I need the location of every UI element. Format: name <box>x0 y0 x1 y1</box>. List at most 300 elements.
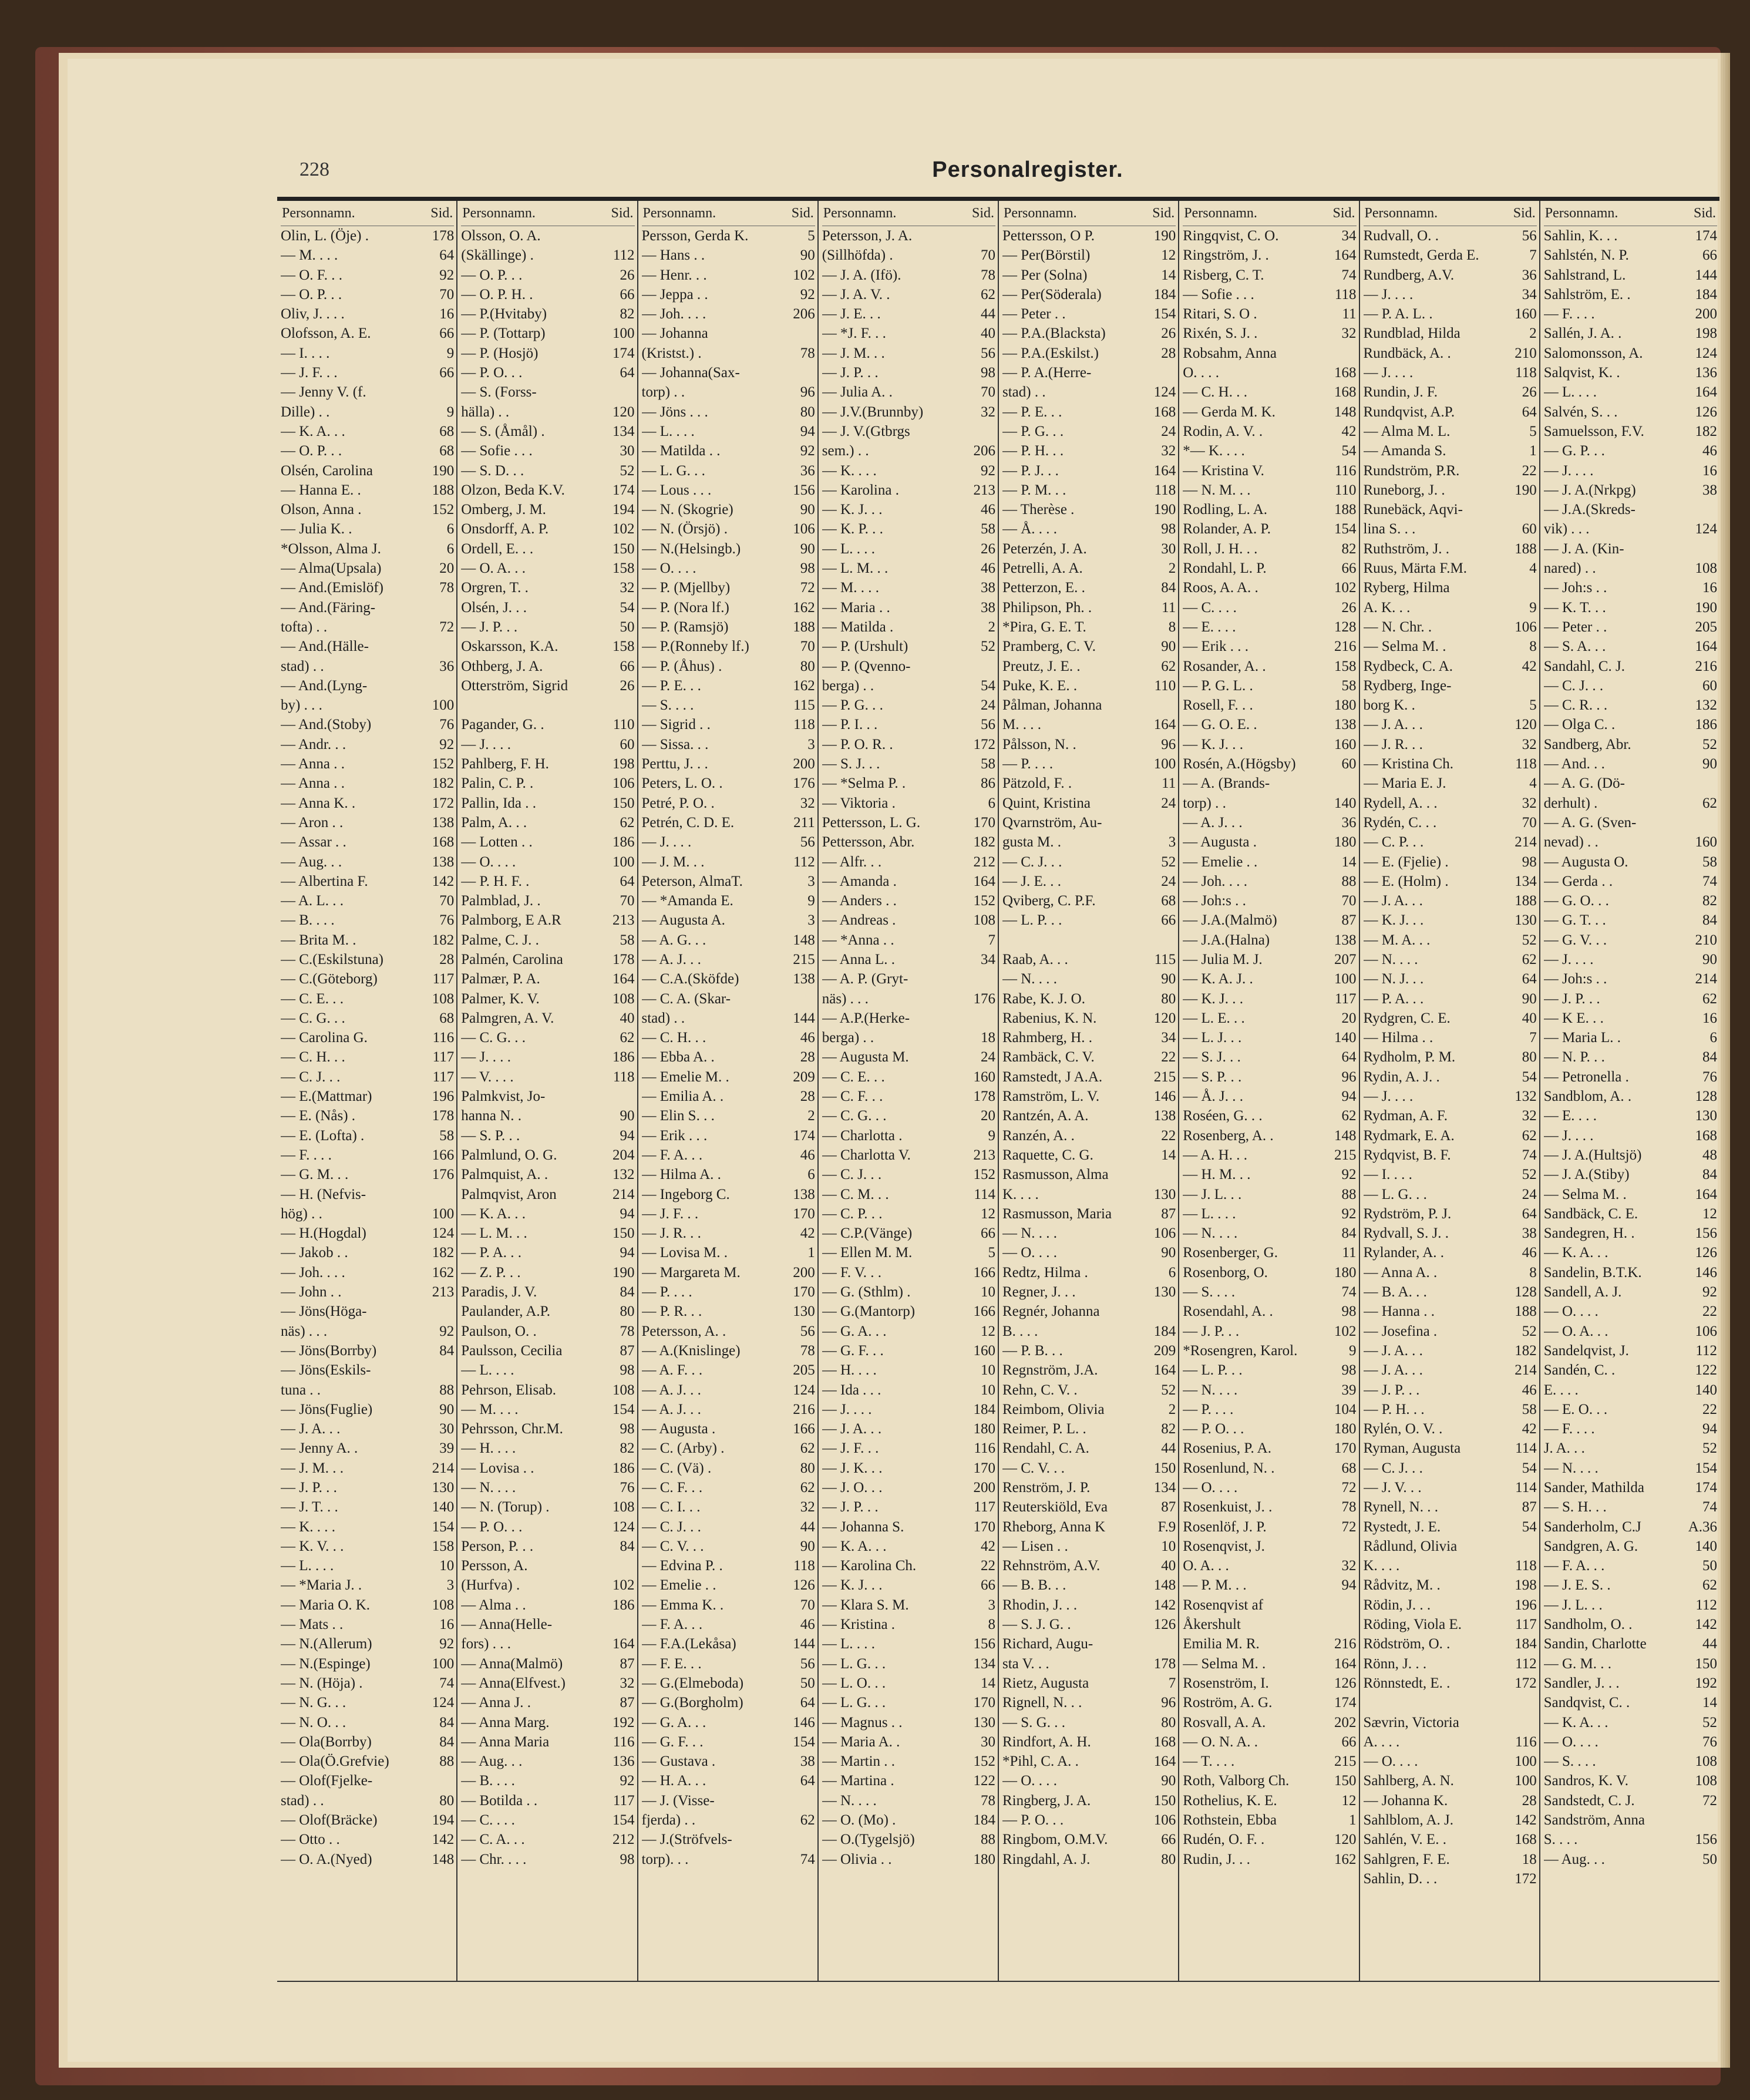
entry-name: — Emilia A. . <box>641 1088 724 1105</box>
entry-page: 74 <box>439 1675 455 1691</box>
entry-page: 164 <box>1695 1186 1717 1202</box>
entry-page: 87 <box>1161 1205 1176 1222</box>
entry-page: 36 <box>439 658 455 674</box>
register-entry <box>642 1654 815 1674</box>
entry-page: 26 <box>1341 599 1357 616</box>
register-entry <box>822 324 995 343</box>
entry-name: Peterzén, J. A. <box>1002 540 1087 557</box>
register-entry <box>461 1615 634 1634</box>
entry-page: 190 <box>1153 502 1176 518</box>
entry-name: — Anna . . <box>281 775 345 792</box>
entry-name: Othberg, J. A. <box>461 658 543 674</box>
register-entry <box>281 891 454 910</box>
entry-name: — S. J. . . <box>1183 1049 1241 1066</box>
register-entry <box>1183 872 1356 891</box>
entry-page: 72 <box>439 619 455 635</box>
entry-name: O. . . . <box>1183 365 1220 381</box>
register-entry <box>461 1047 634 1067</box>
entry-page: 64 <box>1522 404 1537 420</box>
register-entry <box>461 1263 634 1282</box>
register-entry <box>1183 1067 1356 1087</box>
register-entry <box>1183 1830 1356 1849</box>
register-entry <box>281 500 454 519</box>
register-entry <box>461 1282 634 1302</box>
entry-name: — And.(Emislöf) <box>281 580 383 596</box>
register-entry <box>281 1028 454 1047</box>
register-entry <box>1544 794 1717 813</box>
entry-name: torp) . . <box>641 384 685 401</box>
entry-name: Paulander, A.P. <box>461 1303 551 1320</box>
entry-page: 84 <box>1702 912 1717 929</box>
entry-name: Rudvall, O. . <box>1363 228 1439 244</box>
entry-page: 98 <box>981 365 995 381</box>
register-column <box>1539 201 1719 1981</box>
entry-page: 7 <box>1529 1030 1537 1046</box>
entry-name: Otterström, Sigrid <box>461 677 568 694</box>
entry-page: 30 <box>981 1733 995 1750</box>
entry-page: 212 <box>612 1832 635 1848</box>
column-header-name: Personnamn. <box>1364 206 1438 221</box>
entry-name: — G.(Mantorp) <box>822 1303 916 1320</box>
entry-page: 7 <box>1168 1675 1176 1691</box>
register-entry <box>822 519 995 539</box>
register-entry <box>1183 402 1356 422</box>
entry-page: 178 <box>612 951 635 967</box>
register-entry <box>461 1850 634 1869</box>
entry-page: 214 <box>612 1186 635 1202</box>
entry-page: 2 <box>1168 1401 1176 1417</box>
entry-page: 6 <box>807 1167 815 1183</box>
entry-page: 26 <box>620 267 635 283</box>
entry-name: — J. P. . . <box>822 365 879 381</box>
register-entry <box>1544 852 1717 872</box>
entry-name: — P. M. . . <box>1183 1577 1247 1594</box>
entry-name: Pramberg, C. V. <box>1002 639 1096 655</box>
entry-page: 9 <box>446 345 455 361</box>
register-entry <box>1183 832 1356 852</box>
register-entry <box>822 402 995 422</box>
register-entry <box>642 1478 815 1497</box>
register-entry <box>1183 1009 1356 1028</box>
entry-page: 118 <box>793 717 815 733</box>
register-entry <box>822 1575 995 1595</box>
entry-name: — L. . . . <box>641 423 695 439</box>
register-entry <box>1364 402 1537 422</box>
entry-name: Rosenborg, O. <box>1183 1264 1268 1281</box>
register-entry <box>461 1674 634 1693</box>
register-entry <box>642 1165 815 1184</box>
entry-name: — M. A. . . <box>1363 932 1431 948</box>
entry-page: 78 <box>1341 1499 1357 1516</box>
register-entry <box>822 637 995 656</box>
entry-page: 94 <box>1341 1577 1357 1594</box>
entry-page: 78 <box>981 267 995 283</box>
entry-name: — Magnus . . <box>822 1714 903 1731</box>
entry-page: 160 <box>973 1342 995 1359</box>
entry-name: — Emelie . . <box>1183 854 1258 870</box>
entry-name: Orgren, T. . <box>461 580 529 596</box>
entry-list <box>1544 226 1717 1869</box>
register-entry <box>1002 1047 1176 1067</box>
register-entry <box>281 539 454 559</box>
entry-page: 100 <box>432 1655 455 1672</box>
entry-name: torp). . . <box>641 1851 689 1867</box>
register-entry <box>1183 657 1356 676</box>
entry-page: 87 <box>620 1342 635 1359</box>
entry-name: — Martin . . <box>822 1753 896 1770</box>
entry-page: 82 <box>620 1440 635 1457</box>
register-table <box>277 200 1719 1982</box>
column-header <box>1544 201 1717 226</box>
entry-page: 84 <box>1702 1049 1717 1066</box>
entry-name: — J. . . . <box>822 1401 872 1417</box>
register-entry <box>822 813 995 832</box>
entry-page: 62 <box>620 814 635 831</box>
register-entry <box>1002 285 1176 304</box>
entry-page: 117 <box>432 971 455 987</box>
entry-page: 9 <box>988 1127 995 1144</box>
entry-page: 28 <box>439 951 455 967</box>
entry-page: 5 <box>1529 423 1537 439</box>
entry-page: 42 <box>981 1538 995 1554</box>
entry-page: 10 <box>981 1382 995 1398</box>
register-entry <box>822 1791 995 1810</box>
register-entry <box>822 910 995 930</box>
entry-page: 108 <box>1695 1773 1717 1789</box>
entry-page: 76 <box>439 912 455 929</box>
register-entry <box>642 304 815 324</box>
register-entry <box>1183 1400 1356 1419</box>
register-entry <box>1183 598 1356 617</box>
register-entry <box>281 422 454 441</box>
entry-name: — Margareta M. <box>641 1264 741 1281</box>
register-entry <box>1544 1047 1717 1067</box>
entry-name: Reimbom, Olivia <box>1002 1401 1105 1417</box>
entry-page: 158 <box>612 560 635 577</box>
register-entry <box>1364 715 1537 734</box>
entry-name: Åkershult <box>1183 1617 1241 1633</box>
entry-name: — P.(Hvitaby) <box>461 306 547 322</box>
entry-name: — Emelie M. . <box>641 1069 729 1085</box>
entry-page: 62 <box>800 1440 815 1457</box>
entry-page: 8 <box>988 1617 995 1633</box>
entry-name: Rydvall, S. J. . <box>1363 1225 1449 1242</box>
register-entry <box>281 1713 454 1732</box>
entry-name: Rundin, J. F. <box>1363 384 1438 401</box>
entry-page: 64 <box>800 1695 815 1711</box>
entry-name: — K. A. J. . <box>1183 971 1253 987</box>
register-entry <box>642 735 815 754</box>
register-entry <box>1002 832 1176 852</box>
entry-page: 34 <box>981 951 995 967</box>
entry-name: Sallén, J. A. . <box>1543 325 1622 342</box>
entry-name: — P. A. . . <box>1363 990 1424 1007</box>
entry-name: — N. . . . <box>461 1480 516 1496</box>
entry-page: 216 <box>1334 1636 1357 1652</box>
entry-name: nared) . . <box>1543 560 1596 577</box>
entry-name: *Rosengren, Karol. <box>1183 1342 1298 1359</box>
entry-name: Rylander, A. . <box>1363 1245 1445 1261</box>
entry-name: Sahlin, D. . . <box>1363 1870 1438 1887</box>
entry-page: 66 <box>981 1577 995 1594</box>
entry-page: 98 <box>800 560 815 577</box>
entry-page: 130 <box>1153 1284 1176 1301</box>
column-header <box>1002 201 1176 226</box>
entry-page: 32 <box>1161 443 1176 459</box>
entry-name: Sahlstén, N. P. <box>1543 247 1629 264</box>
entry-page: 62 <box>1522 1127 1537 1144</box>
register-entry <box>1002 578 1176 597</box>
entry-name: — O. P. . . <box>281 286 342 303</box>
entry-page: 24 <box>1161 873 1176 889</box>
entry-name: — N. G. . . <box>281 1695 346 1711</box>
entry-page: 104 <box>1334 1401 1357 1417</box>
entry-name: — S. . . . <box>1543 1753 1596 1770</box>
entry-name: — Otto . . <box>281 1832 340 1848</box>
entry-page: 36 <box>1341 814 1357 831</box>
entry-page: 62 <box>1161 658 1176 674</box>
register-entry <box>461 1537 634 1556</box>
entry-page: 152 <box>432 756 455 772</box>
entry-name: — P. . . . <box>1002 756 1054 772</box>
entry-name: Sahlén, V. E. . <box>1363 1832 1446 1848</box>
entry-name: Regnström, J.A. <box>1002 1362 1098 1379</box>
register-entry <box>1364 422 1537 441</box>
register-entry <box>1183 481 1356 500</box>
register-entry <box>281 1243 454 1262</box>
register-entry <box>642 481 815 500</box>
entry-name: — S. J. G. . <box>1002 1617 1071 1633</box>
register-entry <box>642 1439 815 1458</box>
entry-name: — *Amanda E. <box>641 893 733 909</box>
entry-page: 190 <box>1515 482 1537 498</box>
register-entry <box>461 500 634 519</box>
entry-page: 30 <box>1161 540 1176 557</box>
register-entry <box>461 1165 634 1184</box>
register-entry <box>461 324 634 343</box>
register-entry <box>822 1732 995 1752</box>
entry-name: torp) . . <box>1183 795 1226 811</box>
entry-name: Rindfort, A. H. <box>1002 1733 1091 1750</box>
entry-name: lina S. . . <box>1363 521 1416 537</box>
entry-name: — A. L. . . <box>281 893 344 909</box>
entry-name: — Augusta M. <box>822 1049 909 1066</box>
entry-name: — K. A. . . <box>1543 1245 1608 1261</box>
entry-name: Salvén, S. . . <box>1543 404 1618 420</box>
entry-name: Pettersson, L. G. <box>822 814 921 831</box>
entry-name: — Augusta . <box>641 1421 716 1437</box>
entry-page: 96 <box>1341 1069 1357 1085</box>
register-entry <box>822 1302 995 1321</box>
entry-page: 214 <box>432 1460 455 1476</box>
entry-name: — S. G. . . <box>1002 1714 1065 1731</box>
register-entry <box>822 1810 995 1830</box>
entry-name: — P. G. L. . <box>1183 677 1253 694</box>
entry-name: — E. O. . . <box>1543 1401 1608 1417</box>
entry-name: — N.(Helsingb.) <box>641 540 741 557</box>
entry-page: 94 <box>620 1127 635 1144</box>
register-entry <box>461 1439 634 1458</box>
entry-name: Petersson, J. A. <box>822 228 913 244</box>
entry-name: Roström, A. G. <box>1183 1695 1273 1711</box>
entry-name: Pallin, Ida . . <box>461 795 537 811</box>
register-entry <box>822 1126 995 1145</box>
entry-name: — K. A. . . <box>1543 1714 1608 1731</box>
entry-name: — C. A. (Skar- <box>641 990 731 1007</box>
entry-page: 118 <box>612 1069 635 1085</box>
register-entry <box>461 266 634 285</box>
register-entry <box>1183 363 1356 382</box>
entry-name: — Elin S. . . <box>641 1108 715 1124</box>
register-entry <box>822 1087 995 1106</box>
register-entry <box>461 1556 634 1575</box>
entry-page: 90 <box>1161 971 1176 987</box>
entry-name: — G. A. . . <box>641 1714 706 1731</box>
register-entry <box>642 598 815 617</box>
entry-page: 106 <box>1695 1323 1717 1339</box>
entry-page: 54 <box>1341 443 1357 459</box>
entry-page: 11 <box>1342 306 1357 322</box>
register-entry <box>1183 1185 1356 1204</box>
register-entry <box>1002 1263 1176 1282</box>
entry-page: 56 <box>800 1655 815 1672</box>
entry-page: 58 <box>981 521 995 537</box>
register-entry <box>281 1165 454 1184</box>
register-entry <box>1183 695 1356 715</box>
entry-page: 172 <box>432 795 455 811</box>
register-entry <box>642 1713 815 1732</box>
entry-name: — L. . . . <box>822 1636 876 1652</box>
entry-page: 87 <box>620 1655 635 1672</box>
entry-name: — A.(Knislinge) <box>641 1342 741 1359</box>
entry-name: — C.P.(Vänge) <box>822 1225 913 1242</box>
entry-page: 166 <box>793 1421 815 1437</box>
register-entry <box>642 1537 815 1556</box>
register-entry <box>1183 813 1356 832</box>
register-entry <box>822 1850 995 1869</box>
entry-name: — Anna(Elfvest.) <box>461 1675 566 1691</box>
register-entry <box>1002 657 1176 676</box>
entry-name: — C. J. . . <box>1002 854 1062 870</box>
entry-page: 92 <box>981 462 995 479</box>
entry-page: 26 <box>981 540 995 557</box>
register-entry <box>642 559 815 578</box>
register-entry <box>281 1595 454 1615</box>
register-entry <box>1544 1556 1717 1575</box>
register-entry <box>281 1791 454 1810</box>
register-entry <box>1002 950 1176 969</box>
register-entry <box>1544 891 1717 910</box>
entry-name: — N. (Skogrie) <box>641 502 733 518</box>
entry-page: 209 <box>793 1069 815 1085</box>
register-entry <box>642 832 815 852</box>
register-entry <box>1364 1400 1537 1419</box>
entry-name: — L. E. . . <box>1183 1010 1245 1026</box>
register-entry <box>642 1615 815 1634</box>
entry-name: B. . . . <box>1002 1323 1038 1339</box>
register-entry <box>461 852 634 872</box>
entry-name: Petrén, C. D. E. <box>641 814 735 831</box>
entry-page: 206 <box>973 443 995 459</box>
entry-name: — G. V. . . <box>1543 932 1607 948</box>
entry-name: — S. . . . <box>641 697 694 714</box>
entry-page: 92 <box>439 267 455 283</box>
entry-name: — O. P. . . <box>281 443 342 459</box>
entry-page: 162 <box>1334 1851 1357 1867</box>
entry-page: 124 <box>612 1518 635 1535</box>
register-entry <box>642 1850 815 1869</box>
entry-name: — C. G. . . <box>281 1010 345 1026</box>
entry-page: 164 <box>612 971 635 987</box>
entry-page: 106 <box>1153 1225 1176 1242</box>
entry-page: 194 <box>612 502 635 518</box>
entry-name: A. K. . . <box>1363 599 1411 616</box>
entry-page: 184 <box>973 1812 995 1829</box>
register-entry <box>1183 1478 1356 1497</box>
entry-page: 40 <box>981 325 995 342</box>
entry-page: A.36 <box>1688 1518 1717 1535</box>
register-entry <box>1364 1595 1537 1615</box>
register-entry <box>281 1830 454 1849</box>
register-entry <box>1002 441 1176 461</box>
register-entry <box>281 363 454 382</box>
entry-name: — *J. F. . . <box>822 325 886 342</box>
entry-page: 92 <box>439 1636 455 1652</box>
register-entry <box>1002 1322 1176 1341</box>
entry-page: 64 <box>620 873 635 889</box>
entry-page: 82 <box>1161 1421 1176 1437</box>
entry-page: 132 <box>612 1167 635 1183</box>
entry-name: Persson, A. <box>461 1558 528 1574</box>
register-entry <box>642 1634 815 1654</box>
register-entry <box>822 989 995 1009</box>
entry-page: 32 <box>620 1675 635 1691</box>
entry-name: — C. (Arby) . <box>641 1440 725 1457</box>
entry-page: 32 <box>1522 795 1537 811</box>
entry-name: — N. . . . <box>1363 951 1418 967</box>
entry-page: 28 <box>800 1088 815 1105</box>
entry-page: 26 <box>1522 384 1537 401</box>
register-entry <box>461 1028 634 1047</box>
entry-name: Petterzon, E. . <box>1002 580 1085 596</box>
register-entry <box>642 1830 815 1849</box>
entry-name: (Hurfva) . <box>461 1577 520 1594</box>
entry-name: tuna . . <box>281 1382 321 1398</box>
entry-name: — N. (Höja) . <box>281 1675 363 1691</box>
register-entry <box>1002 1360 1176 1380</box>
entry-name: — Brita M. . <box>281 932 356 948</box>
entry-page: 10 <box>439 1558 455 1574</box>
entry-name: nevad) . . <box>1543 834 1598 851</box>
column-header-page: Sid. <box>430 206 453 221</box>
register-entry <box>1002 754 1176 774</box>
register-entry <box>461 1126 634 1145</box>
register-entry <box>1183 1360 1356 1380</box>
entry-name: Rambäck, C. V. <box>1002 1049 1095 1066</box>
entry-name: Sahlström, E. . <box>1543 286 1631 303</box>
entry-name: Rosenberger, G. <box>1183 1245 1278 1261</box>
register-entry <box>1364 1185 1537 1204</box>
register-entry <box>461 1791 634 1810</box>
entry-name: — G.(Elmeboda) <box>641 1675 744 1691</box>
entry-name: — And.(Hälle- <box>281 639 369 655</box>
register-entry <box>822 226 995 246</box>
entry-name: — O. P. H. . <box>461 286 533 303</box>
register-entry <box>281 1400 454 1419</box>
entry-page: 166 <box>973 1264 995 1281</box>
entry-name: — A. P. (Gryt- <box>822 971 908 987</box>
entry-page: 182 <box>1695 423 1717 439</box>
